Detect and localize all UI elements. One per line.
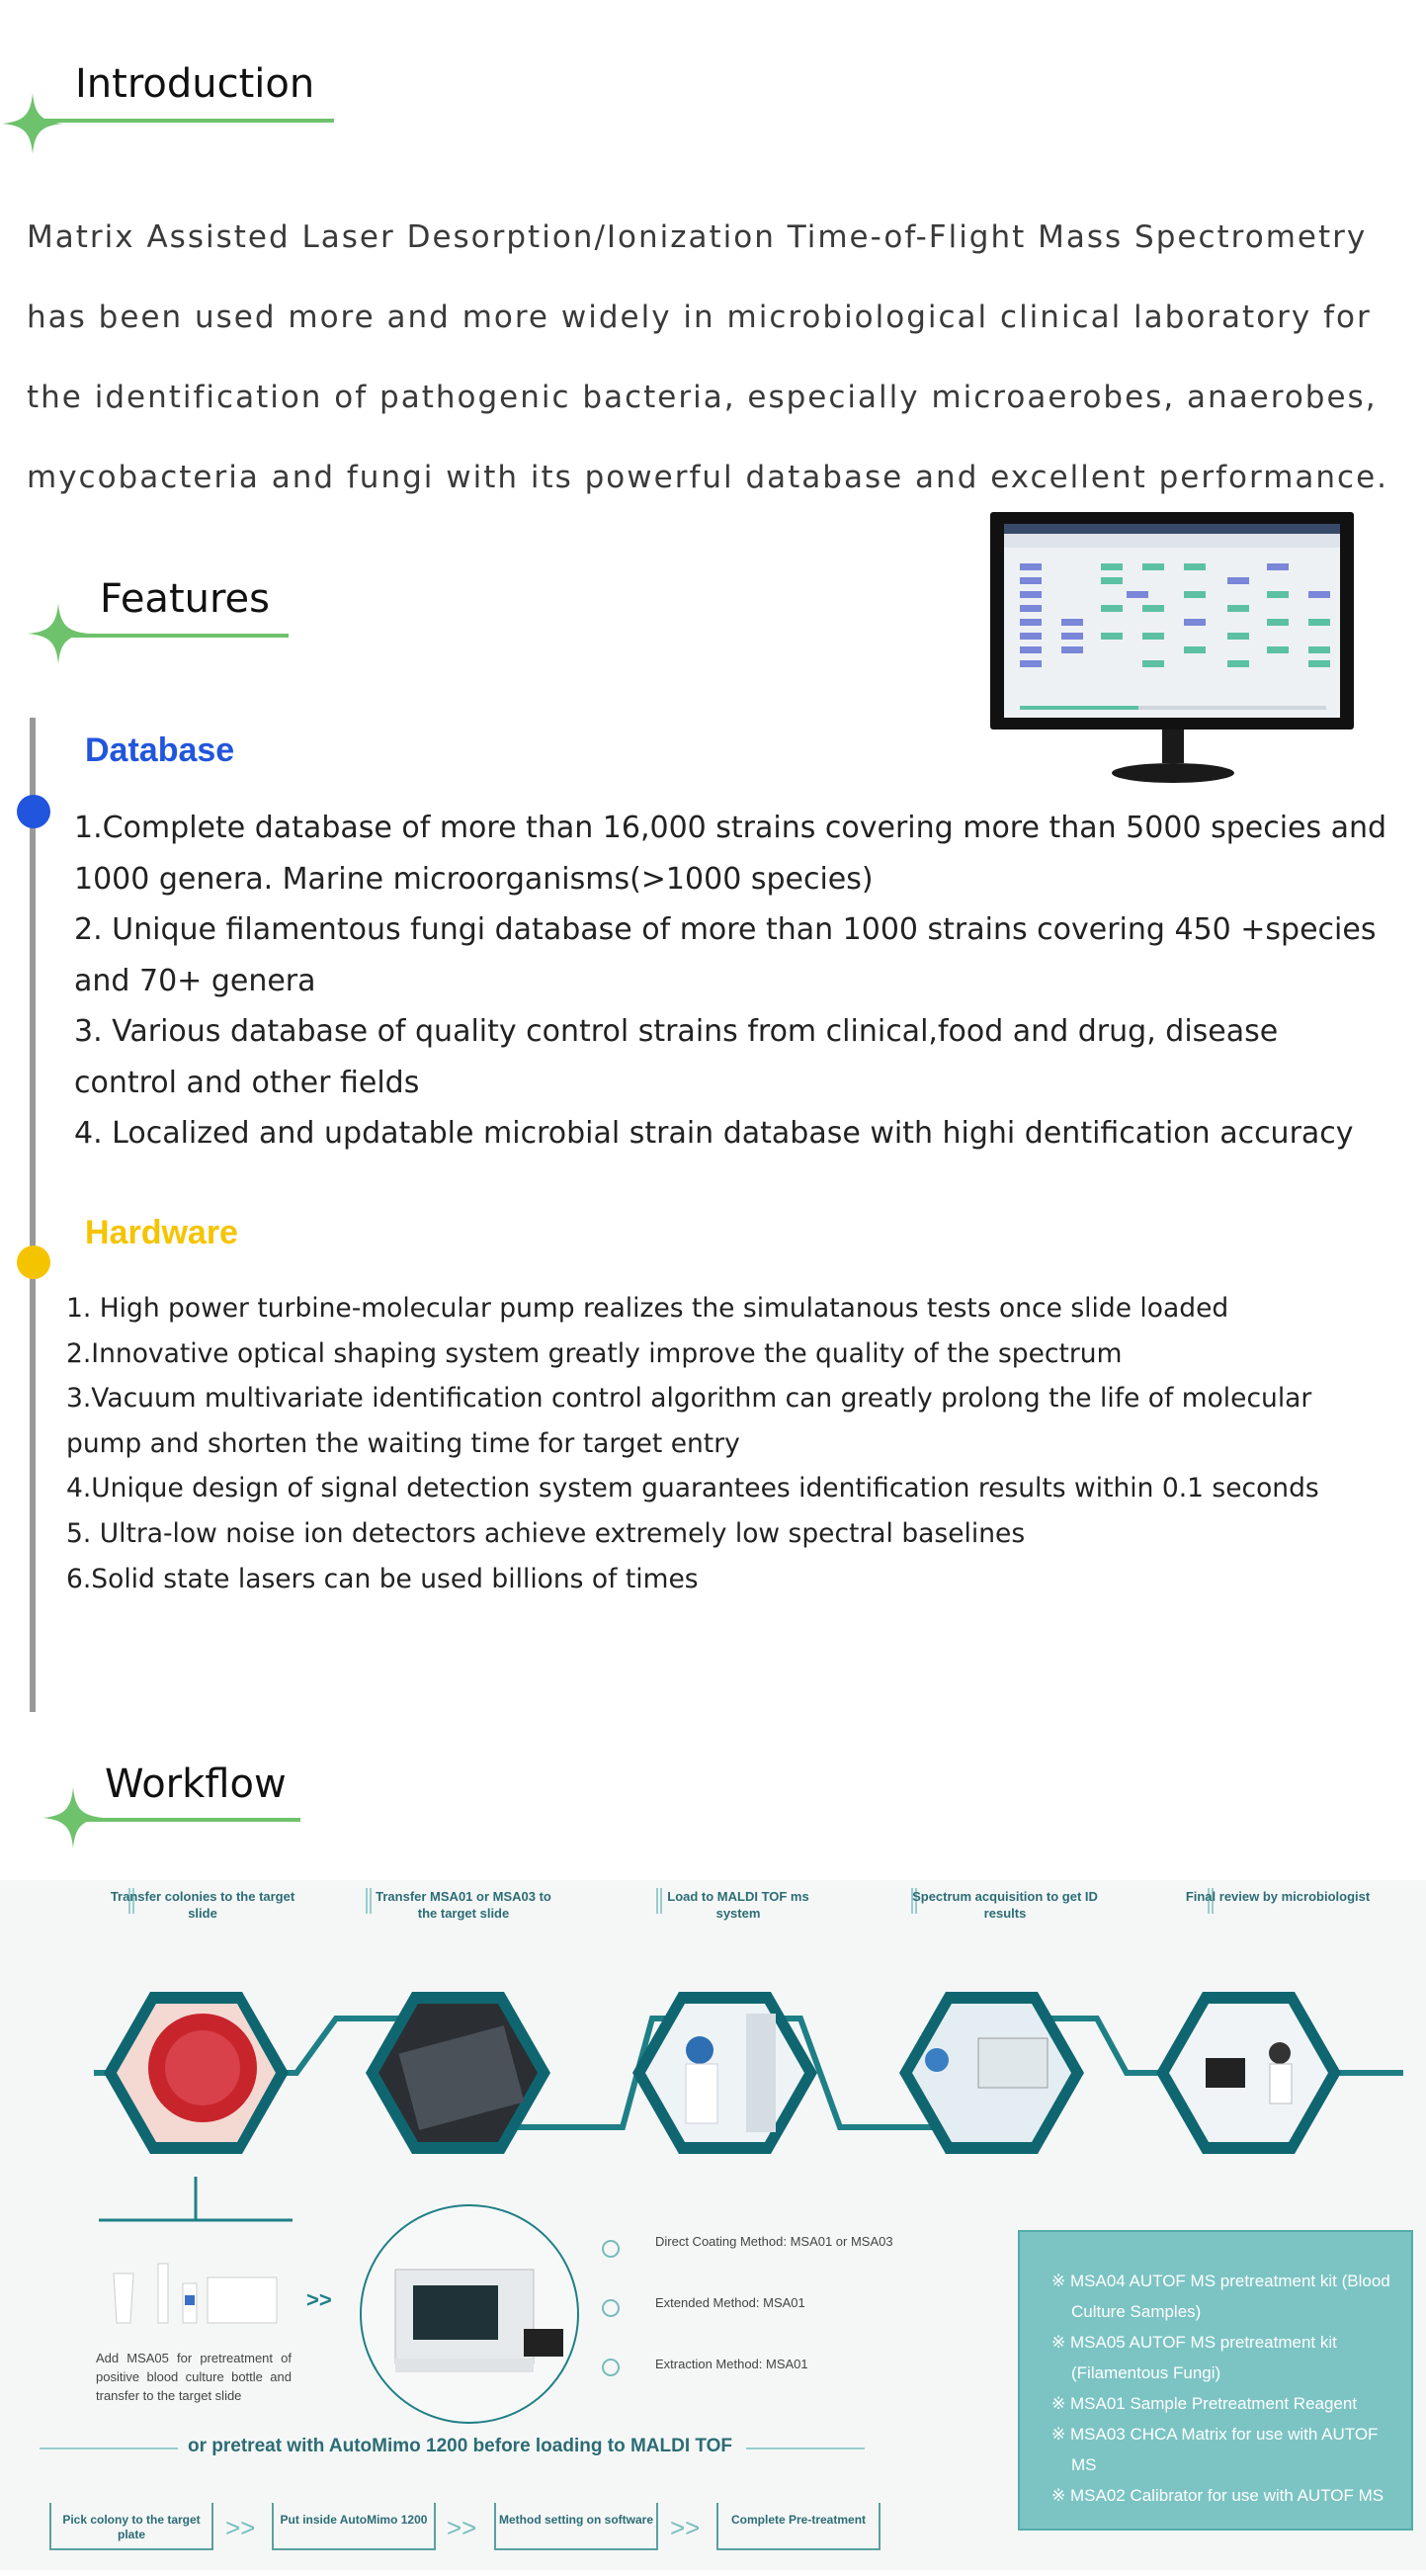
workflow-step-label: Spectrum acquisition to get ID results <box>912 1889 1098 1921</box>
kit-item: ※ MSA05 AUTOF MS pretreatment kit (Filamentous Fungi) <box>1051 2333 1337 2382</box>
kit-list-panel <box>1018 2230 1413 2531</box>
pretreat-label: or pretreat with AutoMimo 1200 before loading to MALDI TOF <box>188 2436 733 2456</box>
msa05-note: Add MSA05 for pretreatment of positive blood culture bottle and transfer to the target slide <box>96 2351 292 2403</box>
method-ring <box>602 2299 620 2317</box>
flow-step: Put inside AutoMimo 1200 <box>272 2503 436 2550</box>
workflow-hexagons <box>0 1959 1426 2196</box>
hardware-title: Hardware <box>85 1214 238 1251</box>
workflow-title: Workflow <box>105 1761 287 1807</box>
flow-step: Pick colony to the target plate <box>49 2503 213 2550</box>
kit-item: ※ MSA03 CHCA Matrix for use with AUTOF MS <box>1051 2425 1379 2474</box>
list-item: 3.Vacuum multivariate identification control algorithm can greatly prolong the life of molecular pump and shorten the waiting time for target entry <box>66 1383 1312 1459</box>
workflow-step-label: Transfer MSA01 or MSA03 to the target slide <box>376 1889 551 1921</box>
hexagon-petri-dish <box>104 1992 289 2154</box>
hardware-dot <box>17 1245 50 1279</box>
heading-underline <box>83 1818 300 1822</box>
method-item: Direct Coating Method: MSA01 or MSA03 <box>655 2234 893 2249</box>
kit-bottles-image <box>99 2254 287 2333</box>
method-item: Extended Method: MSA01 <box>655 2295 805 2310</box>
list-item: 5. Ultra-low noise ion detectors achieve extremely low spectral baselines <box>66 1517 1026 1549</box>
timeline-line <box>30 718 36 1712</box>
workflow-step-label: Final review by microbiologist <box>1185 1889 1371 1904</box>
flow-arrow: >> <box>447 2513 477 2542</box>
software-monitor-image <box>990 512 1356 787</box>
list-item: 4. Localized and updatable microbial strain database with highi dentification accuracy <box>74 1116 1354 1151</box>
pretreat-divider <box>40 2447 178 2449</box>
workflow-step-label: Transfer colonies to the target slide <box>110 1889 295 1921</box>
introduction-body: Matrix Assisted Laser Desorption/Ionization Time-of-Flight Mass Spectrometry has been used more and more widely in microbiological clinical laboratory for the identification of pathogenic bacteria, especially microaerobes, anaerobes, mycobacteria and fungi with its powerful database and excellent performance. <box>27 219 1389 495</box>
list-item: 6.Solid state lasers can be used billions of times <box>66 1563 699 1594</box>
method-ring <box>602 2240 620 2258</box>
kit-item: ※ MSA04 AUTOF MS pretreatment kit (Blood Culture Samples) <box>1051 2272 1390 2321</box>
list-item: 2. Unique filamentous fungi database of more than 1000 strains covering 450 +species and 70+ genera <box>74 912 1377 998</box>
method-ring <box>602 2359 620 2376</box>
branch-connector <box>0 2177 395 2236</box>
database-title: Database <box>85 731 235 769</box>
hexagon-microbiologist <box>1156 1992 1341 2154</box>
workflow-diagram <box>0 1880 1426 2570</box>
heading-underline <box>42 119 334 123</box>
hardware-list <box>66 1286 1381 1601</box>
automimo-device-image <box>356 2200 583 2428</box>
star-icon <box>2 93 63 154</box>
workflow-step-label: Load to MALDI TOF ms system <box>667 1889 809 1921</box>
list-item: 1.Complete database of more than 16,000 strains covering more than 5000 species and 1000 genera. Marine microorganisms(>1000 species) <box>74 811 1387 897</box>
list-item: 1. High power turbine-molecular pump realizes the simulatanous tests once slide loaded <box>66 1293 1229 1324</box>
flow-step: Complete Pre-treatment <box>716 2503 881 2550</box>
arrow-indicator: >> <box>306 2287 332 2312</box>
database-list <box>74 803 1388 1159</box>
kit-item: ※ MSA01 Sample Pretreatment Reagent <box>1051 2394 1358 2413</box>
method-item: Extraction Method: MSA01 <box>655 2357 808 2371</box>
flow-arrow: >> <box>670 2513 701 2542</box>
introduction-title: Introduction <box>75 61 315 107</box>
flow-step: Method setting on software <box>494 2503 658 2550</box>
heading-underline <box>69 634 289 638</box>
flow-arrow: >> <box>225 2513 256 2542</box>
features-title: Features <box>100 576 270 622</box>
list-item: 4.Unique design of signal detection system guarantees identification results within 0.1 seconds <box>66 1473 1319 1504</box>
database-dot <box>17 795 50 828</box>
kit-item: ※ MSA02 Calibrator for use with AUTOF MS <box>1051 2486 1384 2505</box>
list-item: 2.Innovative optical shaping system greatly improve the quality of the spectrum <box>66 1337 1123 1369</box>
pretreat-divider <box>746 2447 865 2449</box>
list-item: 3. Various database of quality control strains from clinical,food and drug, disease control and other fields <box>74 1014 1279 1100</box>
